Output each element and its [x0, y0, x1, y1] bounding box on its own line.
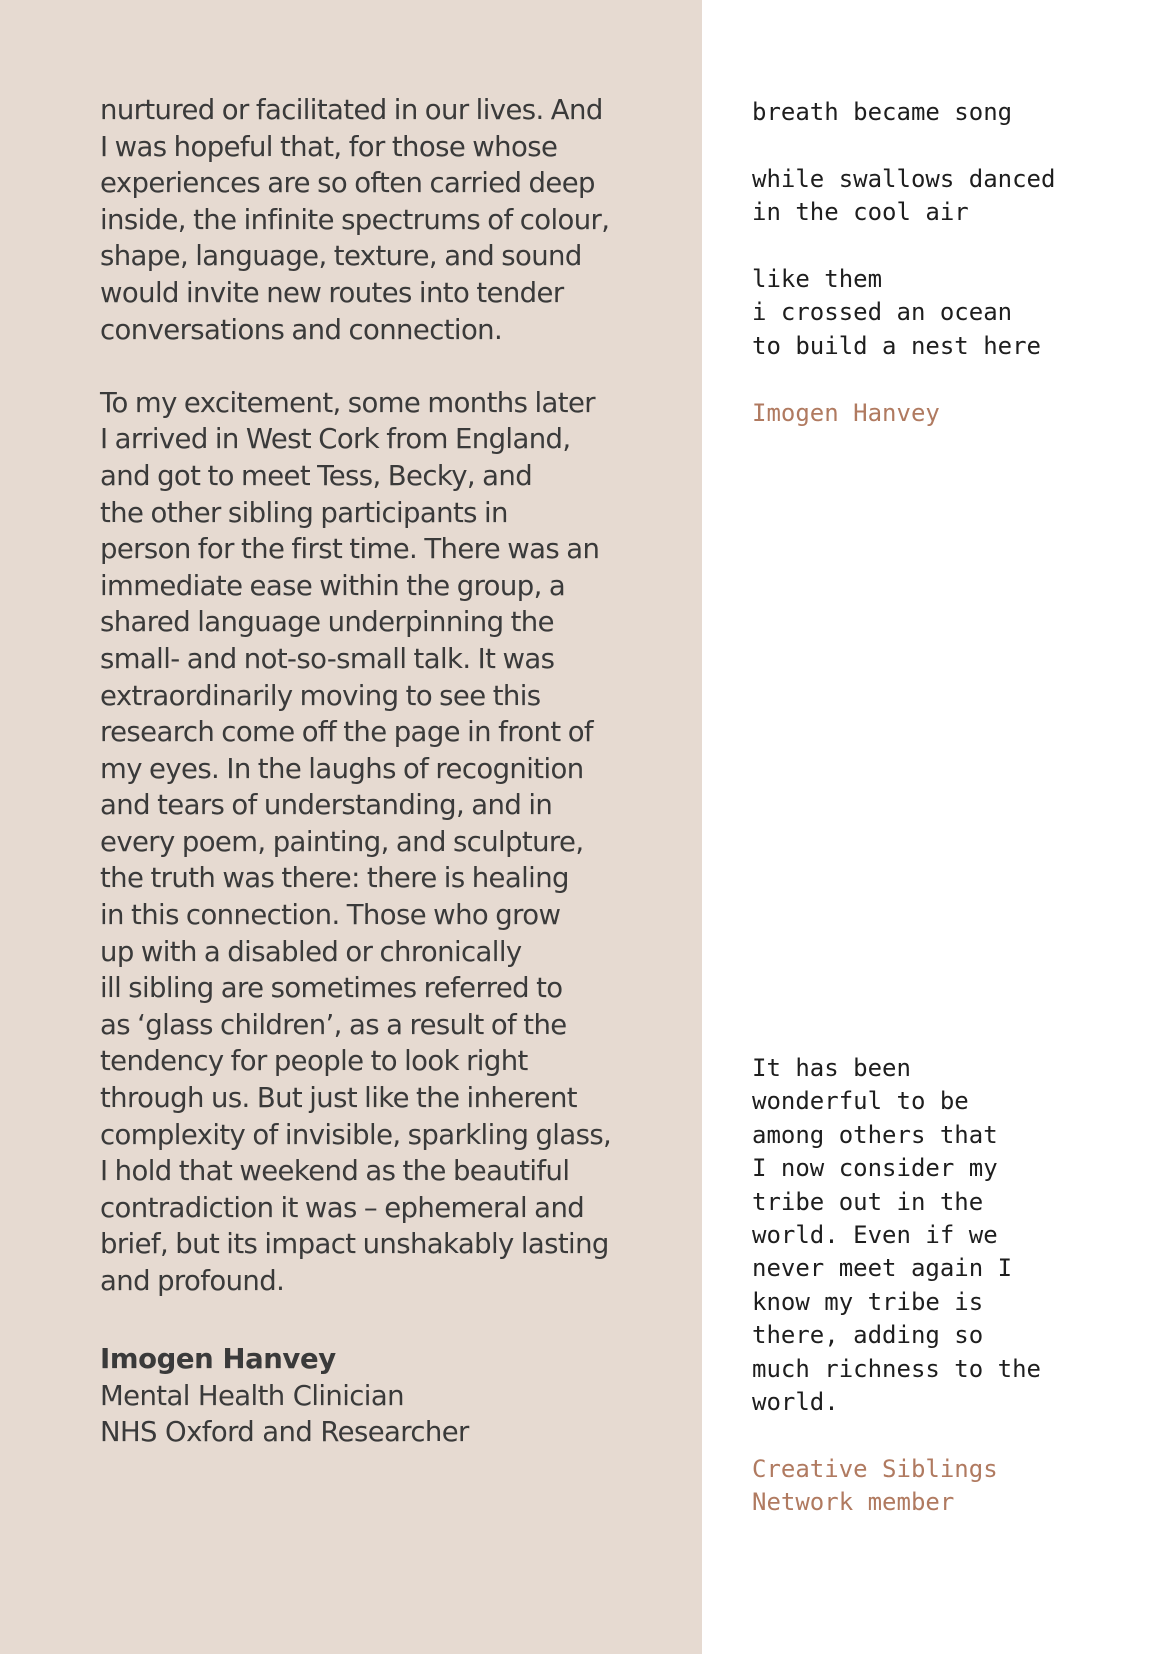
- quote-credit: Network member: [752, 1488, 955, 1517]
- essay-line: shared language underpinning the: [100, 606, 554, 639]
- essay-line: tendency for people to look right: [100, 1045, 528, 1078]
- essay-line: contradiction it was – ephemeral and: [100, 1191, 585, 1224]
- essay-text: [100, 92, 675, 1300]
- essay-line: my eyes. In the laughs of recognition: [100, 752, 584, 785]
- essay-line: in this connection. Those who grow: [100, 899, 561, 932]
- essay-line: immediate ease within the group, a: [100, 569, 566, 602]
- poem-credit: Imogen Hanvey: [752, 398, 940, 427]
- essay-line: I was hopeful that, for those whose: [100, 130, 558, 163]
- author-affiliation: NHS Oxford and Researcher: [100, 1416, 469, 1449]
- essay-line: experiences are so often carried deep: [100, 167, 595, 200]
- quote-line: much richness to the: [752, 1354, 1041, 1383]
- essay-line: the other sibling participants in: [100, 496, 508, 529]
- essay-line: through us. But just like the inherent: [100, 1082, 577, 1115]
- essay-line: extraordinarily moving to see this: [100, 679, 541, 712]
- quote-line: never meet again I: [752, 1254, 1013, 1283]
- poem-line: i crossed an ocean: [752, 298, 1013, 327]
- essay-line: every poem, painting, and sculpture,: [100, 825, 584, 858]
- quote-credit: Creative Siblings: [752, 1454, 998, 1483]
- quote-line: I now consider my: [752, 1154, 998, 1183]
- quote-line: tribe out in the: [752, 1187, 984, 1216]
- essay-line: and got to meet Tess, Becky, and: [100, 459, 533, 492]
- poem-line: while swallows danced: [752, 164, 1056, 193]
- stanza-gap: [752, 230, 1152, 263]
- essay-line: research come off the page in front of: [100, 716, 594, 749]
- quote-line: there, adding so: [752, 1321, 984, 1350]
- essay-line: the truth was there: there is healing: [100, 862, 569, 895]
- essay-line: brief, but its impact unshakably lasting: [100, 1228, 609, 1261]
- quote-line: world. Even if we: [752, 1221, 998, 1250]
- essay-line: and profound.: [100, 1265, 285, 1297]
- author-name: Imogen Hanvey: [100, 1343, 336, 1375]
- essay-line: conversations and connection.: [100, 313, 503, 346]
- quote-line: among others that: [752, 1120, 998, 1149]
- quote-line: world.: [752, 1388, 839, 1417]
- essay-line: and tears of understanding, and in: [100, 789, 553, 822]
- paragraph-gap: [100, 348, 675, 385]
- stanza-gap: [752, 129, 1152, 162]
- poem-line: to build a nest here: [752, 331, 1041, 360]
- essay-line: ill sibling are sometimes referred to: [100, 972, 563, 1005]
- essay-line: small- and not-so-small talk. It was: [100, 642, 555, 675]
- author-role: Mental Health Clinician: [100, 1379, 404, 1412]
- testimonial-quote: [752, 1052, 1152, 1520]
- essay-line: as ‘glass children’, as a result of the: [100, 1008, 567, 1041]
- poem: [752, 96, 1152, 430]
- essay-line: I hold that weekend as the beautiful: [100, 1155, 570, 1188]
- essay-line: shape, language, texture, and sound: [100, 240, 582, 273]
- poem-line: in the cool air: [752, 198, 969, 227]
- essay-line: To my excitement, some months later: [100, 386, 596, 419]
- essay-line: would invite new routes into tender: [100, 276, 564, 309]
- quote-line: It has been: [752, 1054, 911, 1082]
- essay-line: person for the first time. There was an: [100, 533, 600, 566]
- essay-line: complexity of invisible, sparkling glass,: [100, 1118, 612, 1151]
- poem-line: like them: [752, 265, 883, 293]
- stanza-gap: [752, 363, 1152, 396]
- essay-line: I arrived in West Cork from England,: [100, 423, 571, 456]
- quote-gap: [752, 1419, 1152, 1452]
- poem-line: breath became song: [752, 98, 1013, 126]
- essay-line: inside, the infinite spectrums of colour,: [100, 203, 610, 236]
- quote-line: know my tribe is: [752, 1287, 984, 1316]
- author-signature: [100, 1341, 675, 1451]
- quote-line: wonderful to be: [752, 1087, 969, 1116]
- essay-line: nurtured or facilitated in our lives. And: [100, 94, 603, 126]
- essay-line: up with a disabled or chronically: [100, 935, 522, 968]
